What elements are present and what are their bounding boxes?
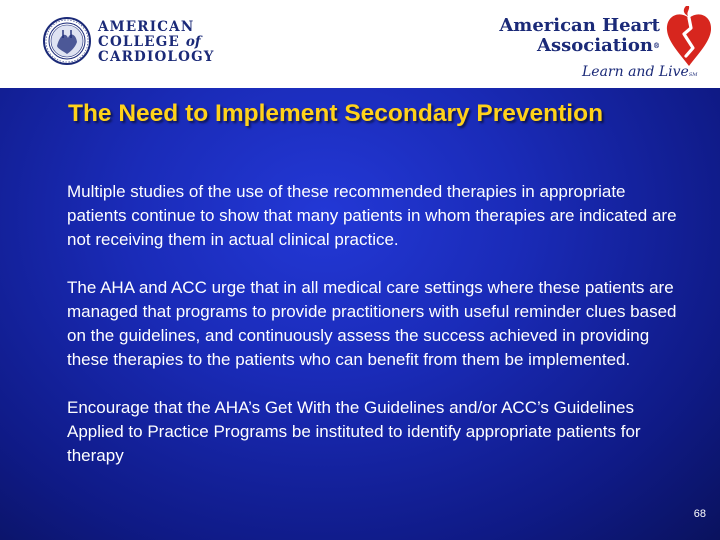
acc-wordmark <box>98 20 215 65</box>
aha-trademark: SM <box>688 72 698 78</box>
slide-body <box>67 180 687 492</box>
aha-line1: American Heart <box>499 15 660 36</box>
aha-logo <box>499 4 720 86</box>
paragraph-2: The AHA and ACC urge that in all medical care settings where these patients are managed that programs to provide practitioners with useful reminder clues based on the guidelines, and continuously assess the success achieved in providing these therapies to the patients who can benefit from them be implemented. <box>67 278 677 369</box>
page-number: 68 <box>693 508 706 520</box>
acc-line2-prefix: COLLEGE <box>98 34 180 50</box>
aha-registered: ® <box>653 41 660 50</box>
paragraph-3: Encourage that the AHA’s Get With the Guidelines and/or ACC’s Guidelines Applied to Practice Programs be instituted to identify appropriate patients for therapy <box>67 398 641 465</box>
acc-logo <box>42 14 242 76</box>
acc-line2-of: of <box>185 34 201 50</box>
heart-torch-icon <box>664 4 714 70</box>
aha-tagline-text: Learn and Live <box>582 64 689 80</box>
acc-line2 <box>98 35 215 50</box>
acc-line1: AMERICAN <box>98 19 195 35</box>
slide-title: The Need to Implement Secondary Prevention <box>68 100 604 127</box>
aha-wordmark <box>499 16 660 56</box>
header-band <box>0 0 720 88</box>
aha-line2 <box>499 36 660 56</box>
acc-line3: CARDIOLOGY <box>98 49 215 65</box>
acc-seal-icon <box>42 16 92 66</box>
paragraph-1: Multiple studies of the use of these recommended therapies in appropriate patients continue to show that many patients in whom therapies are indicated are not receiving them in actual clinical practice. <box>67 182 677 249</box>
aha-line2-text: Association <box>537 35 653 56</box>
